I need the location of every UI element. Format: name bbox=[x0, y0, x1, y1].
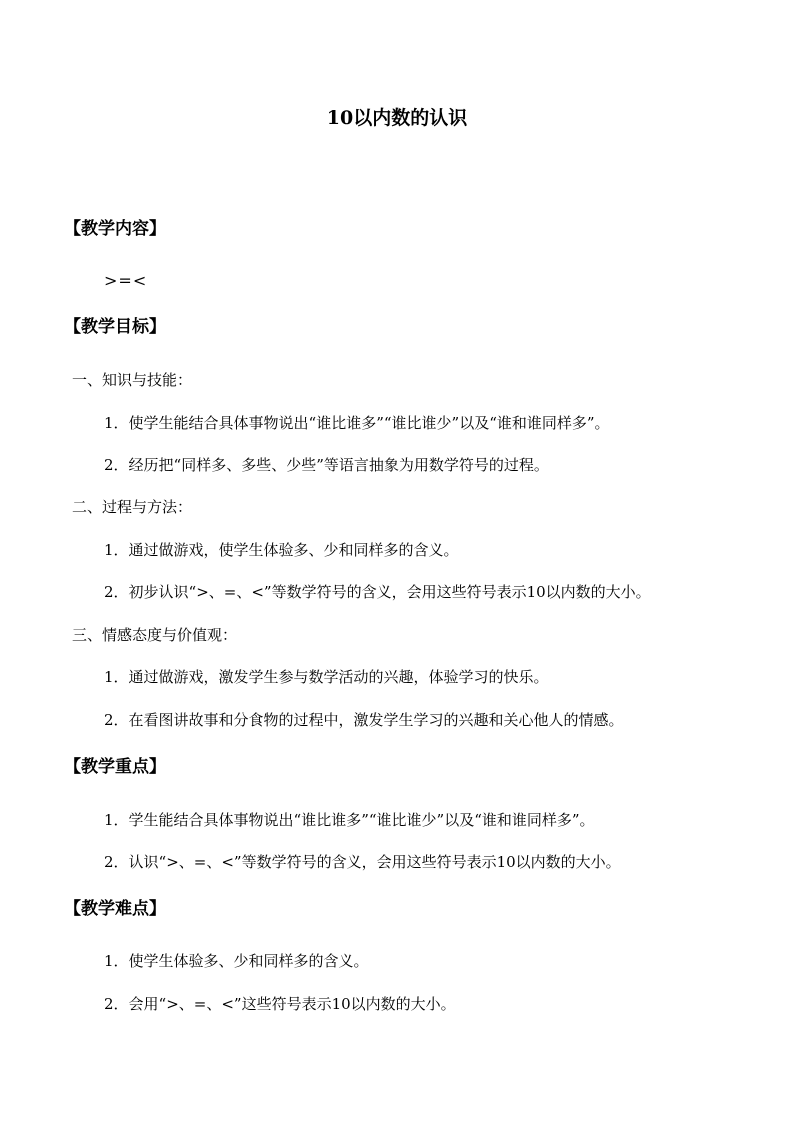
goal-item: 2．初步认识“>、=、<”等数学符号的含义，会用这些符号表示10以内数的大小。 bbox=[104, 583, 651, 601]
page-title: 10以内数的认识 bbox=[326, 107, 468, 129]
goal-group-label-knowledge: 一、知识与技能： bbox=[72, 371, 193, 389]
difficulty-item: 2．会用“>、=、<”这些符号表示10以内数的大小。 bbox=[104, 995, 456, 1013]
goal-item: 1．通过做游戏，使学生体验多、少和同样多的含义。 bbox=[104, 541, 459, 559]
section-heading-difficulties: 【教学难点】 bbox=[64, 899, 166, 919]
keypoint-item: 1．学生能结合具体事物说出“谁比谁多”“谁比谁少”以及“谁和谁同样多”。 bbox=[104, 811, 595, 829]
goal-item: 1．通过做游戏，激发学生参与数学活动的兴趣，体验学习的快乐。 bbox=[104, 668, 549, 686]
goal-item: 2．经历把“同样多、多些、少些”等语言抽象为用数学符号的过程。 bbox=[104, 456, 549, 474]
section-heading-content: 【教学内容】 bbox=[64, 219, 166, 239]
section-heading-goals: 【教学目标】 bbox=[64, 317, 166, 337]
difficulty-item: 1．使学生体验多、少和同样多的含义。 bbox=[104, 952, 369, 970]
goal-group-label-process: 二、过程与方法： bbox=[72, 498, 193, 516]
goal-group-label-attitude: 三、情感态度与价值观： bbox=[72, 626, 238, 644]
section-heading-keypoints: 【教学重点】 bbox=[64, 757, 166, 777]
comparison-symbols: >=< bbox=[104, 271, 148, 290]
keypoint-item: 2．认识“>、=、<”等数学符号的含义，会用这些符号表示10以内数的大小。 bbox=[104, 853, 621, 871]
goal-item: 2．在看图讲故事和分食物的过程中，激发学生学习的兴趣和关心他人的情感。 bbox=[104, 711, 624, 729]
goal-item: 1．使学生能结合具体事物说出“谁比谁多”“谁比谁少”以及“谁和谁同样多”。 bbox=[104, 414, 610, 432]
